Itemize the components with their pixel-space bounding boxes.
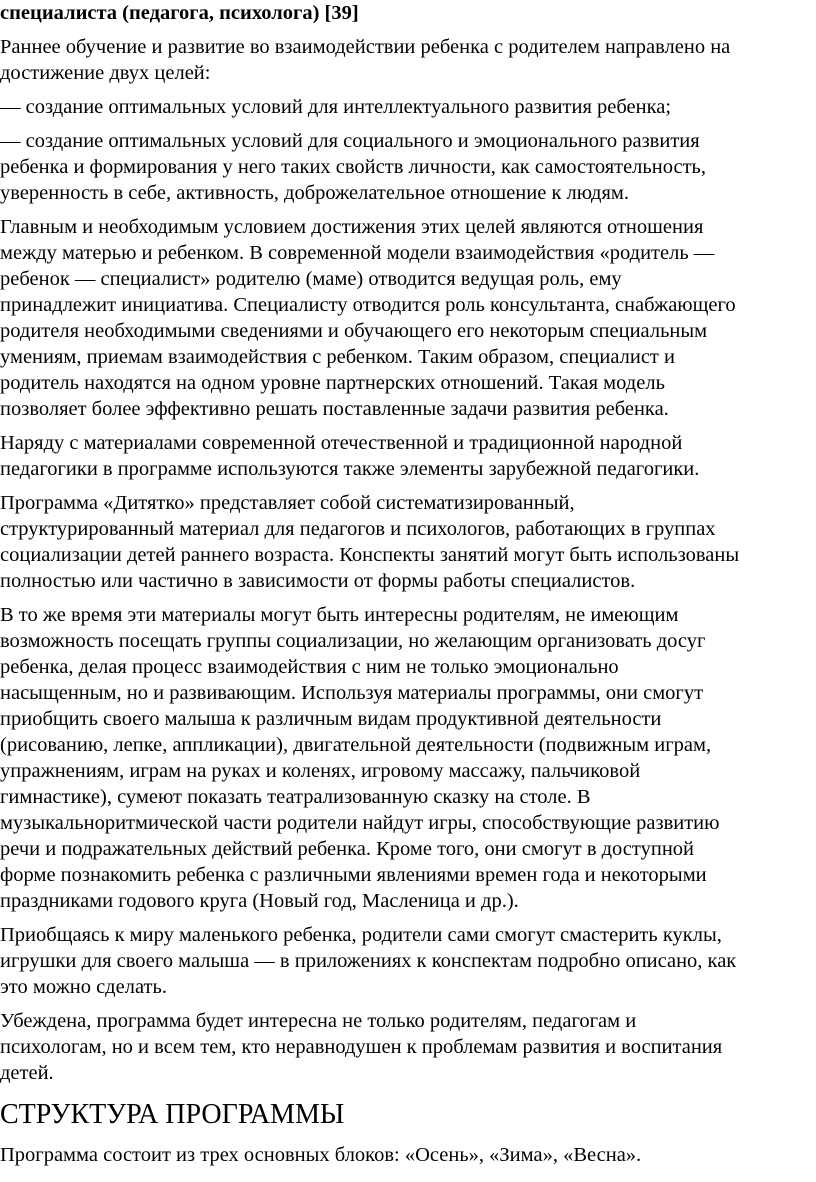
paragraph-line: Приобщаясь к миру маленького ребенка, родители сами смогут смастерить куклы, [0, 924, 722, 946]
paragraph-line: форме познакомить ребенка с различными явлениями времен года и некоторыми [0, 864, 707, 886]
paragraph [0, 430, 816, 482]
section-heading: СТРУКТУРА ПРОГРАММЫ [0, 1099, 345, 1130]
paragraph-line: музыкальноритмической части родители найдут игры, способствующие развитию [0, 812, 720, 834]
paragraph [0, 128, 816, 206]
paragraph-line: возможность посещать группы социализации, но желающим организовать досуг [0, 630, 706, 652]
paragraph-line: социализации детей раннего возраста. Конспекты занятий могут быть использованы [0, 544, 740, 566]
paragraph-line: — создание оптимальных условий для социального и эмоционального развития [0, 130, 700, 152]
paragraph [0, 94, 816, 120]
paragraph-line: детей. [0, 1062, 54, 1084]
paragraph-line: ребенка, делая процесс взаимодействия с ним не только эмоционально [0, 656, 619, 678]
lead-heading: специалиста (педагога, психолога) [39] [0, 2, 359, 24]
paragraph-line: приобщить своего малыша к различным видам продуктивной деятельности [0, 708, 662, 730]
paragraph-line: Наряду с материалами современной отечественной и традиционной народной [0, 432, 683, 454]
paragraph-line: — создание оптимальных условий для интеллектуального развития ребенка; [0, 96, 672, 118]
paragraph-line: родителя необходимыми сведениями и обучающего его некоторым специальным [0, 320, 708, 342]
final-paragraph-container [0, 1142, 816, 1168]
body-text [0, 34, 816, 1086]
paragraph-line: ребенок — специалист» родителю (маме) отводится ведущая роль, ему [0, 268, 622, 290]
paragraph [0, 490, 816, 594]
paragraph-line: умениям, приемам взаимодействия с ребенком. Таким образом, специалист и [0, 346, 675, 368]
paragraph-line: насыщенным, но и развивающим. Используя материалы программы, они смогут [0, 682, 704, 704]
paragraph-line: достижение двух целей: [0, 62, 211, 84]
paragraph-line: между матерью и ребенком. В современной модели взаимодействия «родитель — [0, 242, 715, 264]
paragraph [0, 602, 816, 914]
paragraph-line: В то же время эти материалы могут быть интересны родителям, не имеющим [0, 604, 679, 626]
paragraph [0, 214, 816, 422]
paragraph-line: позволяет более эффективно решать поставленные задачи развития ребенка. [0, 398, 669, 420]
paragraph-line: структурированный материал для педагогов и психологов, работающих в группах [0, 518, 716, 540]
paragraph-line: психологам, но и всем тем, кто неравнодушен к проблемам развития и воспитания [0, 1036, 723, 1058]
paragraph-line: Программа состоит из трех основных блоков: «Осень», «Зима», «Весна». [0, 1144, 642, 1166]
paragraph-line: гимнастике), сумеют показать театрализованную сказку на столе. В [0, 786, 591, 808]
paragraph-line: уверенность в себе, активность, доброжелательное отношение к людям. [0, 182, 630, 204]
paragraph-line: родитель находятся на одном уровне партнерских отношений. Такая модель [0, 372, 665, 394]
paragraph [0, 922, 816, 1000]
paragraph-line: упражнениям, играм на руках и коленях, игровому массажу, пальчиковой [0, 760, 641, 782]
paragraph-line: педагогики в программе используются также элементы зарубежной педагогики. [0, 458, 700, 480]
paragraph-line: игрушки для своего малыша — в приложениях к конспектам подробно описано, как [0, 950, 737, 972]
paragraph-line: полностью или частично в зависимости от формы работы специалистов. [0, 570, 636, 592]
paragraph-line: Программа «Дитятко» представляет собой систематизированный, [0, 492, 575, 514]
paragraph-line: речи и подражательных действий ребенка. Кроме того, они смогут в доступной [0, 838, 695, 860]
paragraph-line: Раннее обучение и развитие во взаимодействии ребенка с родителем направлено на [0, 36, 731, 58]
paragraph-line: (рисованию, лепке, аппликации), двигательной деятельности (подвижным играм, [0, 734, 712, 756]
paragraph [0, 34, 816, 86]
paragraph [0, 1008, 816, 1086]
paragraph-line: ребенка и формирования у него таких свойств личности, как самостоятельность, [0, 156, 707, 178]
paragraph-line: Убеждена, программа будет интересна не только родителям, педагогам и [0, 1010, 637, 1032]
paragraph-line: Главным и необходимым условием достижения этих целей являются отношения [0, 216, 704, 238]
paragraph-line: это можно сделать. [0, 976, 167, 998]
paragraph-line: принадлежит инициатива. Специалисту отводится роль консультанта, снабжающего [0, 294, 736, 316]
paragraph [0, 1142, 816, 1168]
paragraph-line: праздниками годового круга (Новый год, Масленица и др.). [0, 890, 519, 912]
